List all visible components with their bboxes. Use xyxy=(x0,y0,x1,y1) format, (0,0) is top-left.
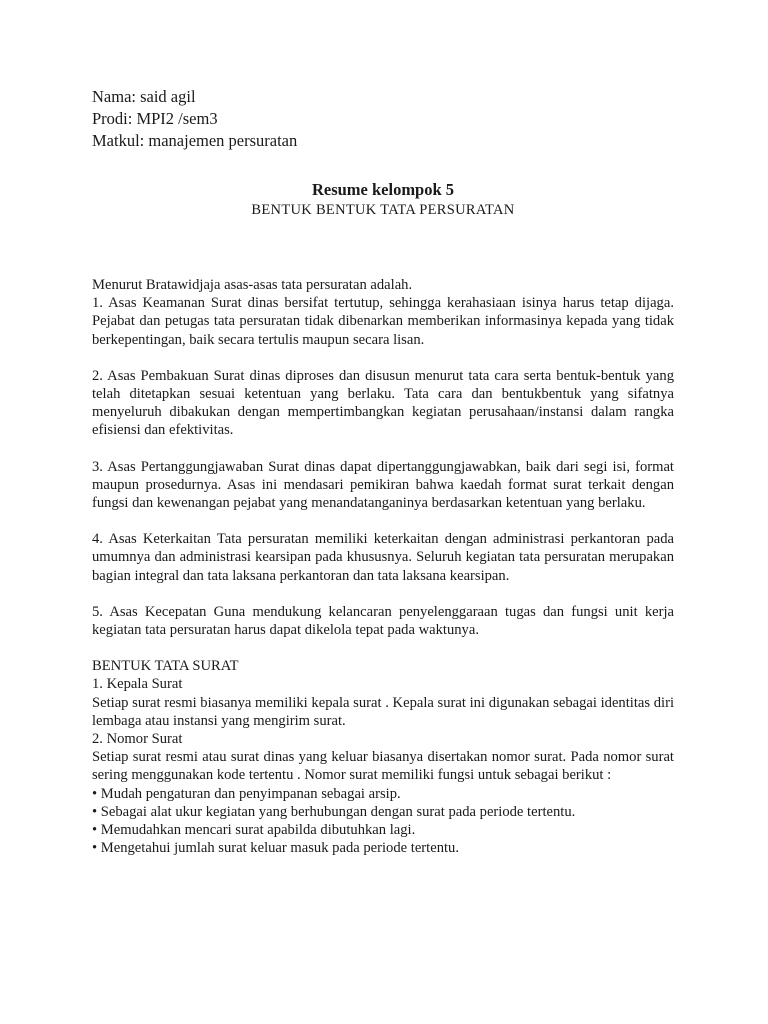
subsection-heading: 1. Kepala Surat xyxy=(92,676,183,693)
course-name: Matkul: manajemen persuratan xyxy=(92,131,298,150)
document-subtitle: BENTUK BENTUK TATA PERSURATAN xyxy=(251,202,515,218)
intro-paragraph: Menurut Bratawidjaja asas-asas tata persuratan adalah. xyxy=(92,277,413,293)
section-heading: BENTUK TATA SURAT xyxy=(92,658,239,675)
asas-paragraph: 4. Asas Keterkaitan Tata persuratan memiliki keterkaitan dengan administrasi perkantoran pada umumnya dan administrasi kearsipan pada khususnya. Seluruh kegiatan tata persuratan merupakan bagian integral dan tata laksana perkantoran dan tata laksana kearsipan. xyxy=(92,531,674,584)
document-title: Resume kelompok 5 xyxy=(311,180,455,199)
asas-paragraph: 2. Asas Pembakuan Surat dinas diproses dan disusun menurut tata cara serta bentuk-bentuk yang telah ditetapkan sesuai ketentuan yang berlaku. Tata cara dan bentukbentuk yang sifatnya menyeluruh dibakukan dengan mempertimbangkan kegiatan perusahaan/instansi dalam rangka efisiensi dan efektivitas. xyxy=(92,367,674,439)
subsection-heading: 2. Nomor Surat xyxy=(92,731,183,748)
bullet-list xyxy=(92,785,674,858)
list-item: • Mudah pengaturan dan penyimpanan sebagai arsip. xyxy=(92,785,401,802)
list-item: • Memudahkan mencari surat apabilda dibutuhkan lagi. xyxy=(92,822,416,839)
kepala-surat-paragraph: Setiap surat resmi biasanya memiliki kepala surat . Kepala surat ini digunakan sebagai identitas diri lembaga atau instansi yang mengirim surat. xyxy=(92,694,674,729)
nomor-surat-paragraph: Setiap surat resmi atau surat dinas yang keluar biasanya disertakan nomor surat. Pada nomor surat sering menggunakan kode tertentu . Nomor surat memiliki fungsi untuk sebagai berikut : xyxy=(92,749,674,784)
list-item: • Sebagai alat ukur kegiatan yang berhubungan dengan surat pada periode tertentu. xyxy=(92,803,576,820)
list-item: • Mengetahui jumlah surat keluar masuk pada periode tertentu. xyxy=(92,840,459,857)
title-block xyxy=(92,180,674,220)
author-name: Nama: said agil xyxy=(92,87,196,106)
study-program: Prodi: MPI2 /sem3 xyxy=(92,109,218,128)
asas-paragraph: 5. Asas Kecepatan Guna mendukung kelancaran penyelenggaraan tugas dan fungsi unit kerja kegiatan tata persuratan harus dapat dikelola tepat pada waktunya. xyxy=(92,603,674,639)
document-page xyxy=(92,86,674,857)
asas-paragraph: 1. Asas Keamanan Surat dinas bersifat tertutup, sehingga kerahasiaan isinya harus tetap dijaga. Pejabat dan petugas tata persuratan tidak dibenarkan memberikan informasinya kepada yang tidak berkepentingan, baik secara tertulis maupun secara lisan. xyxy=(92,295,674,348)
asas-paragraph: 3. Asas Pertanggungjawaban Surat dinas dapat dipertanggungjawabkan, baik dari segi isi, format maupun prosedurnya. Asas ini mendasari pemikiran bahwa kaedah format surat terkait dengan fungsi dan kewenangan pejabat yang menandatanganinya berdasarkan ketentuan yang berlaku. xyxy=(92,458,674,512)
